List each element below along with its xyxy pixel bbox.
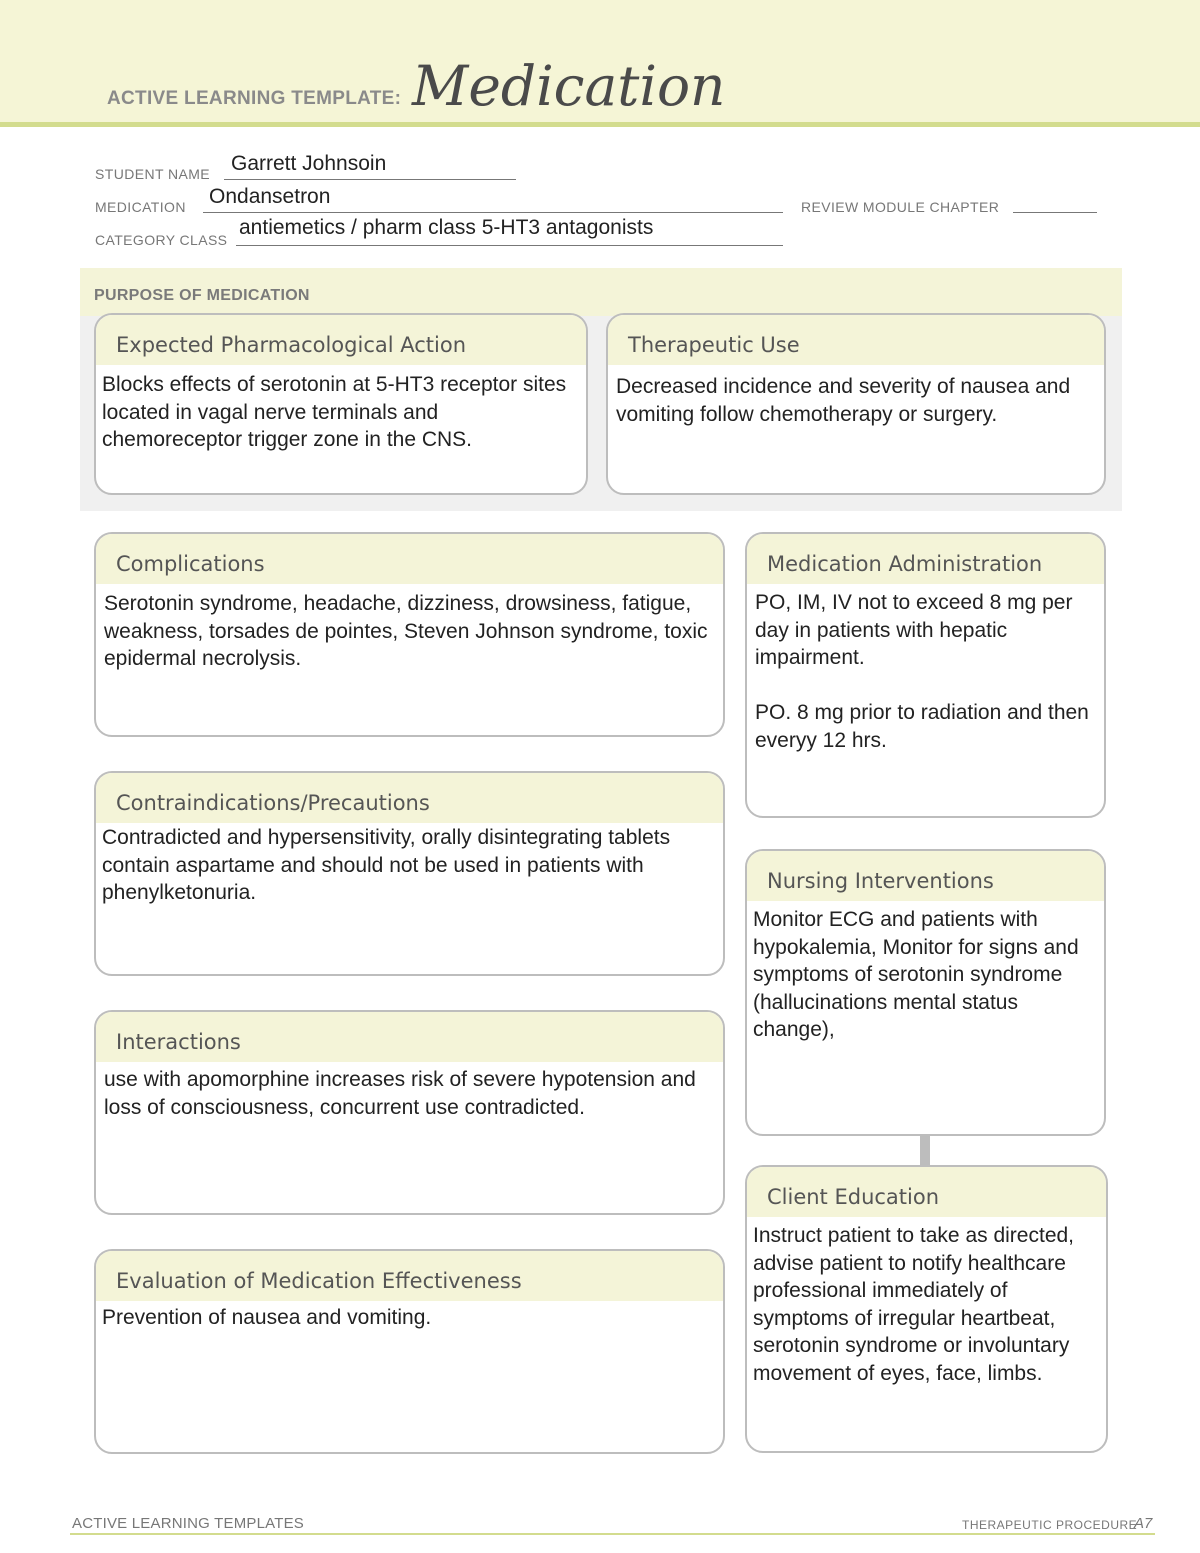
card-title: Evaluation of Medication Effectiveness	[116, 1269, 522, 1293]
interactions-text[interactable]	[104, 1066, 717, 1121]
card-title: Contraindications/Precautions	[116, 791, 430, 815]
expected-action-paragraph: Blocks effects of serotonin at 5-HT3 receptor sites located in vagal nerve terminals and chemoreceptor trigger zone in the CNS.	[102, 373, 567, 451]
nursing-interventions-text[interactable]	[753, 906, 1098, 1044]
card-title: Expected Pharmacological Action	[116, 333, 467, 357]
header-divider	[0, 122, 1200, 127]
medication-value[interactable]: Ondansetron	[209, 185, 331, 208]
nursing-interventions-card	[745, 849, 1106, 1136]
evaluation-text[interactable]	[102, 1304, 717, 1332]
review-module-line[interactable]	[1013, 197, 1097, 213]
category-class-value[interactable]: antiemetics / pharm class 5-HT3 antagonists	[239, 216, 654, 239]
client-education-text[interactable]	[753, 1222, 1100, 1387]
contraindications-text[interactable]	[102, 824, 717, 907]
footer-section: THERAPEUTIC PROCEDURE	[962, 1518, 1138, 1532]
student-name-label: STUDENT NAME	[95, 166, 210, 182]
category-class-label: CATEGORY CLASS	[95, 232, 228, 248]
card-title: Medication Administration	[767, 552, 1043, 576]
nursing-interventions-paragraph: Monitor ECG and patients with hypokalemia, Monitor for signs and symptoms of serotonin syndrome (hallucinations mental status change),	[753, 908, 1079, 1041]
page-title: Medication	[412, 54, 726, 118]
interactions-card	[94, 1010, 725, 1215]
card-title: Therapeutic Use	[628, 333, 800, 357]
interactions-paragraph: use with apomorphine increases risk of severe hypotension and loss of consciousness, concurrent use contradicted.	[104, 1068, 696, 1119]
therapeutic-use-text[interactable]	[616, 373, 1098, 428]
page-number: A7	[1134, 1515, 1153, 1532]
purpose-title: PURPOSE OF MEDICATION	[94, 287, 310, 304]
client-education-card	[745, 1165, 1108, 1453]
footer-title: ACTIVE LEARNING TEMPLATES	[72, 1515, 304, 1532]
contraindications-paragraph: Contradicted and hypersensitivity, orally disintegrating tablets contain aspartame and should not be used in patients with phenylketonuria.	[102, 826, 671, 904]
student-name-value[interactable]: Garrett Johnsoin	[231, 152, 387, 175]
template-label: ACTIVE LEARNING TEMPLATE:	[107, 88, 402, 109]
complications-card	[94, 532, 725, 737]
therapeutic-use-card	[606, 313, 1106, 495]
administration-text[interactable]	[755, 589, 1098, 754]
evaluation-card	[94, 1249, 725, 1454]
medication-label: MEDICATION	[95, 199, 186, 215]
complications-paragraph: Serotonin syndrome, headache, dizziness, drowsiness, fatigue, weakness, torsades de pointes, Steven Johnson syndrome, toxic epidermal necrolysis.	[104, 592, 708, 670]
review-module-label: REVIEW MODULE CHAPTER	[801, 199, 1000, 215]
expected-action-card	[94, 313, 588, 495]
card-title: Complications	[116, 552, 265, 576]
administration-paragraph-1: PO, IM, IV not to exceed 8 mg per day in patients with hepatic impairment.	[755, 591, 1073, 669]
card-title: Interactions	[116, 1030, 241, 1054]
footer-divider	[70, 1533, 1155, 1535]
card-title: Client Education	[767, 1185, 940, 1209]
card-title: Nursing Interventions	[767, 869, 994, 893]
therapeutic-use-paragraph: Decreased incidence and severity of nausea and vomiting follow chemotherapy or surgery.	[616, 375, 1071, 426]
administration-paragraph-2: PO. 8 mg prior to radiation and then everyy 12 hrs.	[755, 701, 1089, 752]
contraindications-card	[94, 771, 725, 976]
evaluation-paragraph: Prevention of nausea and vomiting.	[102, 1306, 432, 1329]
client-education-paragraph: Instruct patient to take as directed, advise patient to notify healthcare professional immediately of symptoms of irregular heartbeat, serotonin syndrome or involuntary movement of eyes, face, limbs.	[753, 1224, 1075, 1385]
complications-text[interactable]	[104, 590, 717, 673]
administration-card	[745, 532, 1106, 818]
expected-action-text[interactable]	[102, 371, 580, 454]
connector-bar	[920, 1134, 930, 1167]
